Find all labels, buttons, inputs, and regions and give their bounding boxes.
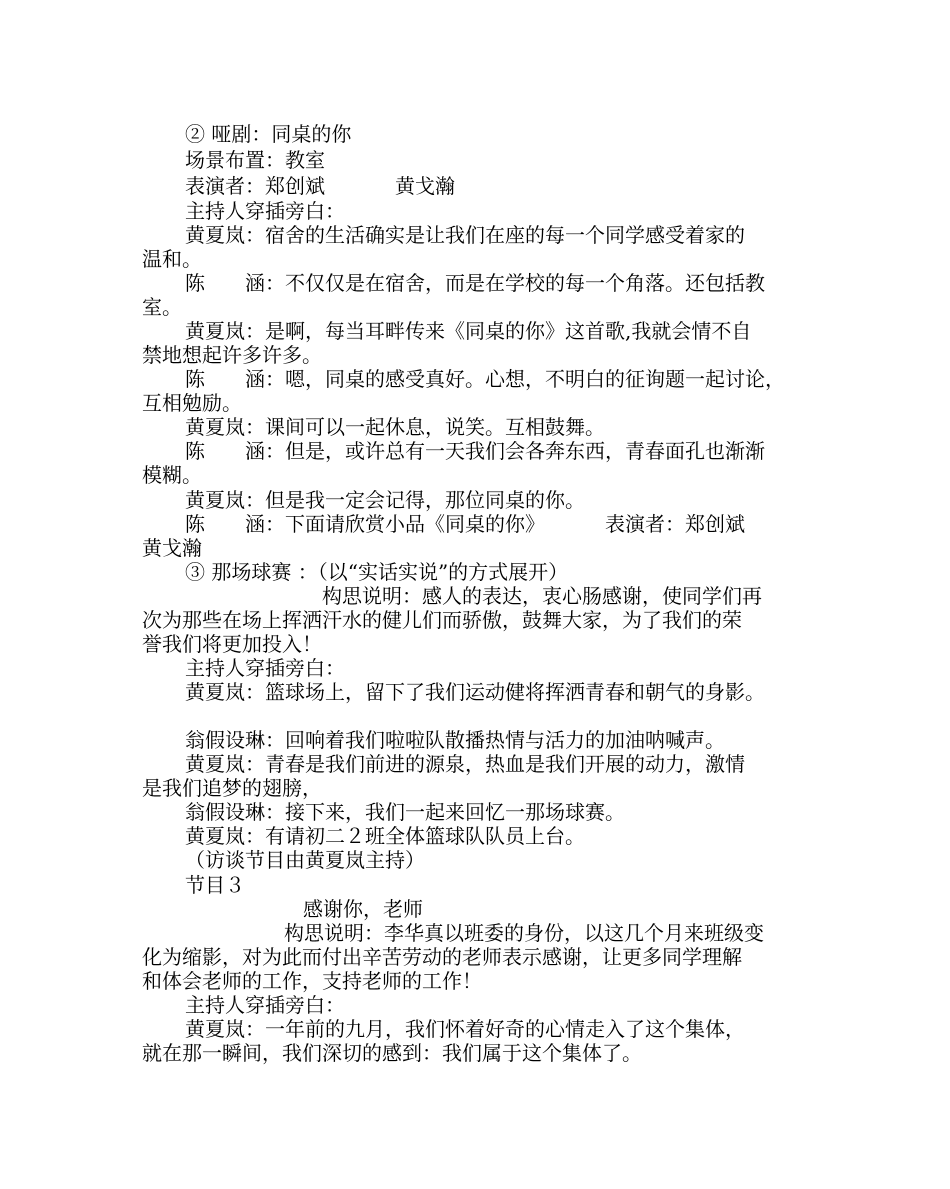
text-line	[185, 222, 865, 248]
text-line	[142, 607, 822, 633]
text-line	[185, 366, 865, 392]
text-line: 翁假设琳：回响着我们啦啦队散播热情与活力的加油呐喊声。	[185, 728, 725, 752]
text-line	[185, 438, 865, 464]
text-line: 节目３	[185, 873, 245, 897]
text-line: ③ 那场球赛 ：（以“实话实说”的方式展开）	[185, 560, 569, 584]
section-title-program-3	[185, 872, 865, 898]
text-line: 表演者：郑创斌	[185, 174, 325, 198]
text-line: 互相勉励。	[142, 391, 242, 415]
text-line	[185, 655, 865, 681]
text-line	[185, 823, 865, 849]
text-line	[142, 390, 822, 416]
text-line: 陈 涵：嗯，同桌的感受真好。心想，不明白的征询题一起讨论，	[185, 367, 785, 391]
text-line: 黄戈瀚	[395, 174, 455, 198]
text-line: 场景布置：教室	[185, 148, 325, 172]
text-line: 表演者：郑创斌	[605, 512, 745, 536]
text-line	[185, 992, 865, 1018]
text-line	[185, 679, 865, 705]
text-line: 构思说明：感人的表达，衷心肠感谢，使同学们再	[322, 584, 762, 608]
text-line	[185, 1016, 865, 1042]
text-line: 次为那些在场上挥洒汗水的健儿们而骄傲，鼓舞大家，为了我们的荣	[142, 608, 742, 632]
text-line	[142, 342, 822, 368]
text-line: 主持人穿插旁白：	[185, 993, 345, 1017]
text-line	[142, 968, 822, 994]
text-line: 黄夏岚：有请初二２班全体篮球队队员上台。	[185, 824, 585, 848]
text-line: 主持人穿插旁白：	[185, 199, 345, 223]
section-title-mime	[185, 121, 865, 147]
section-title-match	[185, 559, 865, 585]
text-line	[142, 944, 822, 970]
text-line: 黄夏岚：篮球场上，留下了我们运动健将挥洒青春和朝气的身影。	[185, 680, 765, 704]
text-line: 化为缩影，对为此而付出辛苦劳动的老师表示感谢，让更多同学理解	[142, 945, 742, 969]
text-line: 黄夏岚：宿舍的生活确实是让我们在座的每一个同学感受着家的	[185, 223, 745, 247]
text-line: 陈 涵：下面请欣赏小品《同桌的你》	[185, 512, 545, 536]
text-line: 黄夏岚：课间可以一起休息，说笑。互相鼓舞。	[185, 415, 605, 439]
text-line	[185, 173, 865, 199]
text-line: 陈 涵：不仅仅是在宿舍，而是在学校的每一个角落。还包括教	[185, 271, 765, 295]
text-line	[185, 147, 865, 173]
text-line: 温和。	[142, 247, 202, 271]
text-line: 构思说明：李华真以班委的身份，以这几个月来班级变	[284, 921, 764, 945]
text-line: 室。	[142, 295, 182, 319]
text-line: 黄夏岚：但是我一定会记得，那位同桌的你。	[185, 488, 585, 512]
text-line	[322, 583, 950, 609]
text-line: 和体会老师的工作，支持老师的工作！	[142, 969, 482, 993]
section-title-thanks-teacher	[303, 896, 950, 922]
text-line	[185, 847, 865, 873]
text-line	[142, 1040, 822, 1066]
text-line	[185, 198, 865, 224]
text-line	[185, 727, 865, 753]
text-line	[142, 631, 822, 657]
text-line: 主持人穿插旁白：	[185, 656, 345, 680]
text-line: 誉我们将更加投入！	[142, 632, 322, 656]
text-line	[142, 535, 822, 561]
text-line	[185, 487, 865, 513]
text-line: 黄夏岚：一年前的九月，我们怀着好奇的心情走入了这个集体，	[185, 1017, 745, 1041]
text-line	[185, 751, 865, 777]
text-line	[142, 462, 822, 488]
text-line	[185, 414, 865, 440]
text-line	[185, 799, 865, 825]
text-line	[185, 511, 865, 537]
text-line	[142, 246, 822, 272]
text-line: 黄戈瀚	[142, 536, 202, 560]
text-line	[185, 270, 865, 296]
text-line: 黄夏岚：青春是我们前进的源泉，热血是我们开展的动力，激情	[185, 752, 745, 776]
text-line: 感谢你，老师	[303, 897, 423, 921]
text-line: ② 哑剧：同桌的你	[185, 122, 352, 146]
text-line: 模糊。	[142, 463, 202, 487]
text-line: 禁地想起许多许多。	[142, 343, 322, 367]
text-line: 翁假设琳：接下来，我们一起来回忆一那场球赛。	[185, 800, 625, 824]
text-line	[185, 318, 865, 344]
text-line: 黄夏岚：是啊，每当耳畔传来《同桌的你》这首歌,我就会情不自	[185, 319, 752, 343]
text-line: 是我们追梦的翅膀，	[142, 776, 322, 800]
text-line	[142, 294, 822, 320]
text-line	[284, 920, 950, 946]
text-line: 就在那一瞬间，我们深切的感到：我们属于这个集体了。	[142, 1041, 642, 1065]
text-line: （访谈节目由黄夏岚主持）	[185, 848, 425, 872]
text-line	[142, 775, 822, 801]
text-line: 陈 涵：但是，或许总有一天我们会各奔东西，青春面孔也渐渐	[185, 439, 765, 463]
